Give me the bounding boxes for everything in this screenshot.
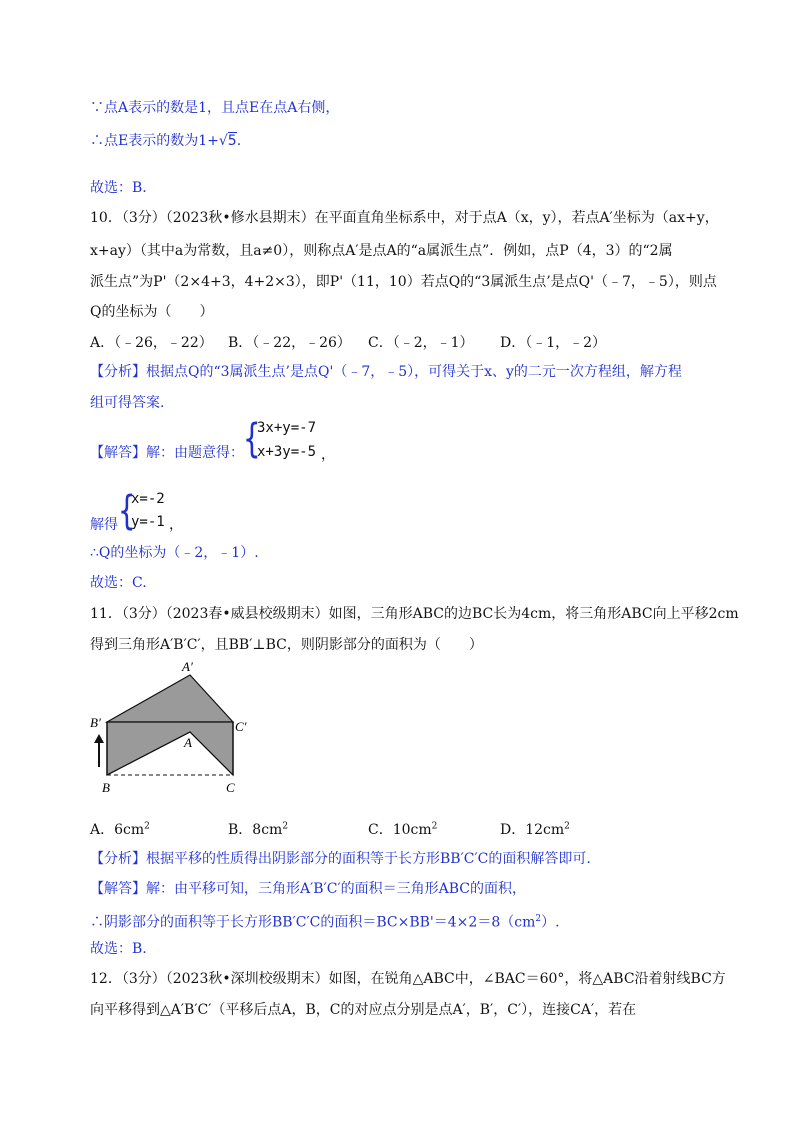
q10-option-d: D．（﹣1，﹣2） xyxy=(500,335,607,351)
q11-option-a xyxy=(90,819,150,839)
label-b-prime: B′ xyxy=(90,715,101,730)
system2-eq1: x=-2 xyxy=(131,491,165,507)
q11-option-b-text: B．8cm xyxy=(228,822,283,838)
left-brace: { xyxy=(117,488,136,534)
q10-option-b: B．（﹣22，﹣26） xyxy=(228,335,351,351)
q10-analysis-line1: 【分析】根据点Q的“3属派生点’是点Q'（﹣7，﹣5），可得关于x、y的二元一次方程组，解方程 xyxy=(90,364,682,380)
q11-answer: 故选：B. xyxy=(90,941,147,957)
q11-solution-line2-prefix: ∴阴影部分的面积等于长方形BB′C′C的面积＝BC×BB'＝4×2＝8（cm xyxy=(90,914,536,931)
label-c: C xyxy=(226,780,235,795)
prev-solution-line2-prefix: ∴点E表示的数为1+ xyxy=(90,133,219,149)
q10-solution-label: 【解答】解：由题意得： xyxy=(90,445,244,461)
prev-answer: 故选：B. xyxy=(90,180,147,196)
q10-option-c: C．（﹣2，﹣1） xyxy=(368,335,474,351)
up-arrow-head xyxy=(94,734,104,743)
q11-option-c xyxy=(368,819,437,839)
q10-option-a: A．（﹣26，﹣22） xyxy=(90,335,213,351)
q11-analysis: 【分析】根据平移的性质得出阴影部分的面积等于长方形BB′C′C的面积解答即可. xyxy=(90,851,591,867)
q11-line1: 11．（3分）（2023春•威县校级期末）如图，三角形ABC的边BC长为4cm，将三角形ABC向上平移2cm xyxy=(90,606,739,622)
system1-end: ， xyxy=(321,447,335,463)
prev-solution-line2-suffix: . xyxy=(236,133,242,149)
q12-line1: 12．（3分）（2023秋•深圳校级期末）如图，在锐角△ABC中，∠BAC＝60°，将△ABC沿着射线BC方 xyxy=(90,971,726,987)
q12-line2: 向平移得到△A′B′C′（平移后点A，B，C的对应点分别是点A′，B′，C′），连接CA′，若在 xyxy=(90,1002,637,1018)
q11-option-a-text: A．6cm xyxy=(90,822,145,838)
prev-solution-line2 xyxy=(90,131,241,151)
label-a-prime: A′ xyxy=(182,659,193,674)
q11-option-a-sup: 2 xyxy=(144,821,150,832)
translation-figure xyxy=(80,655,280,800)
q11-solution-line2-suffix: ）. xyxy=(541,914,560,931)
system2-eq2: y=-1 xyxy=(131,514,165,530)
system1-eq2: x+3y=-5 xyxy=(257,444,317,460)
q10-analysis-line2: 组可得答案. xyxy=(90,395,165,411)
q10-line2: x+ay）（其中a为常数，且a≠0），则称点A′是点A的“a属派生点”．例如，点P（4，3）的“2属 xyxy=(90,243,673,259)
q11-solution-line2-sup: 2 xyxy=(535,914,542,924)
system2-end: ， xyxy=(169,517,183,533)
left-brace: { xyxy=(242,416,261,462)
q10-conclusion: ∴Q的坐标为（﹣2，﹣1）. xyxy=(90,545,259,561)
sqrt-symbol: √ xyxy=(218,133,228,149)
q11-option-d-text: D．12cm xyxy=(500,822,565,838)
label-c-prime: C′ xyxy=(235,719,247,734)
q11-solution-line1: 【解答】解：由平移可知，三角形A′B′C′的面积＝三角形ABC的面积， xyxy=(90,881,527,897)
q11-option-d xyxy=(500,819,570,839)
q10-answer: 故选：C. xyxy=(90,575,147,591)
q11-solution-line2 xyxy=(90,909,560,933)
label-a: A xyxy=(184,735,192,750)
q10-line4: Q的坐标为（ ） xyxy=(90,304,214,320)
label-b: B xyxy=(102,780,110,795)
shaded-lower-region xyxy=(107,722,233,775)
prev-solution-line1: ∵点A表示的数是1，且点E在点A右侧， xyxy=(90,100,340,116)
q11-option-b-sup: 2 xyxy=(282,821,289,832)
q10-line3: 派生点”为P'（2×4+3，4+2×3），即P'（11，10）若点Q的“3属派生点’是点Q'（﹣7，﹣5），则点 xyxy=(90,274,717,290)
q11-line2: 得到三角形A′B′C′，且BB′⊥BC，则阴影部分的面积为（ ） xyxy=(90,637,483,653)
q11-option-d-sup: 2 xyxy=(564,821,570,832)
q11-option-c-sup: 2 xyxy=(431,821,438,832)
q10-solved-label: 解得 xyxy=(90,517,118,533)
shaded-upper-triangle xyxy=(107,675,233,722)
q10-line1: 10．（3分）（2023秋•修水县期末）在平面直角坐标系中，对于点A（x，y），若点A′坐标为（ax+y， xyxy=(90,210,719,226)
system1-eq1: 3x+y=-7 xyxy=(257,420,317,436)
q11-option-c-text: C．10cm xyxy=(368,822,432,838)
q11-option-b xyxy=(228,819,288,839)
sqrt-radicand: 5 xyxy=(227,133,237,149)
